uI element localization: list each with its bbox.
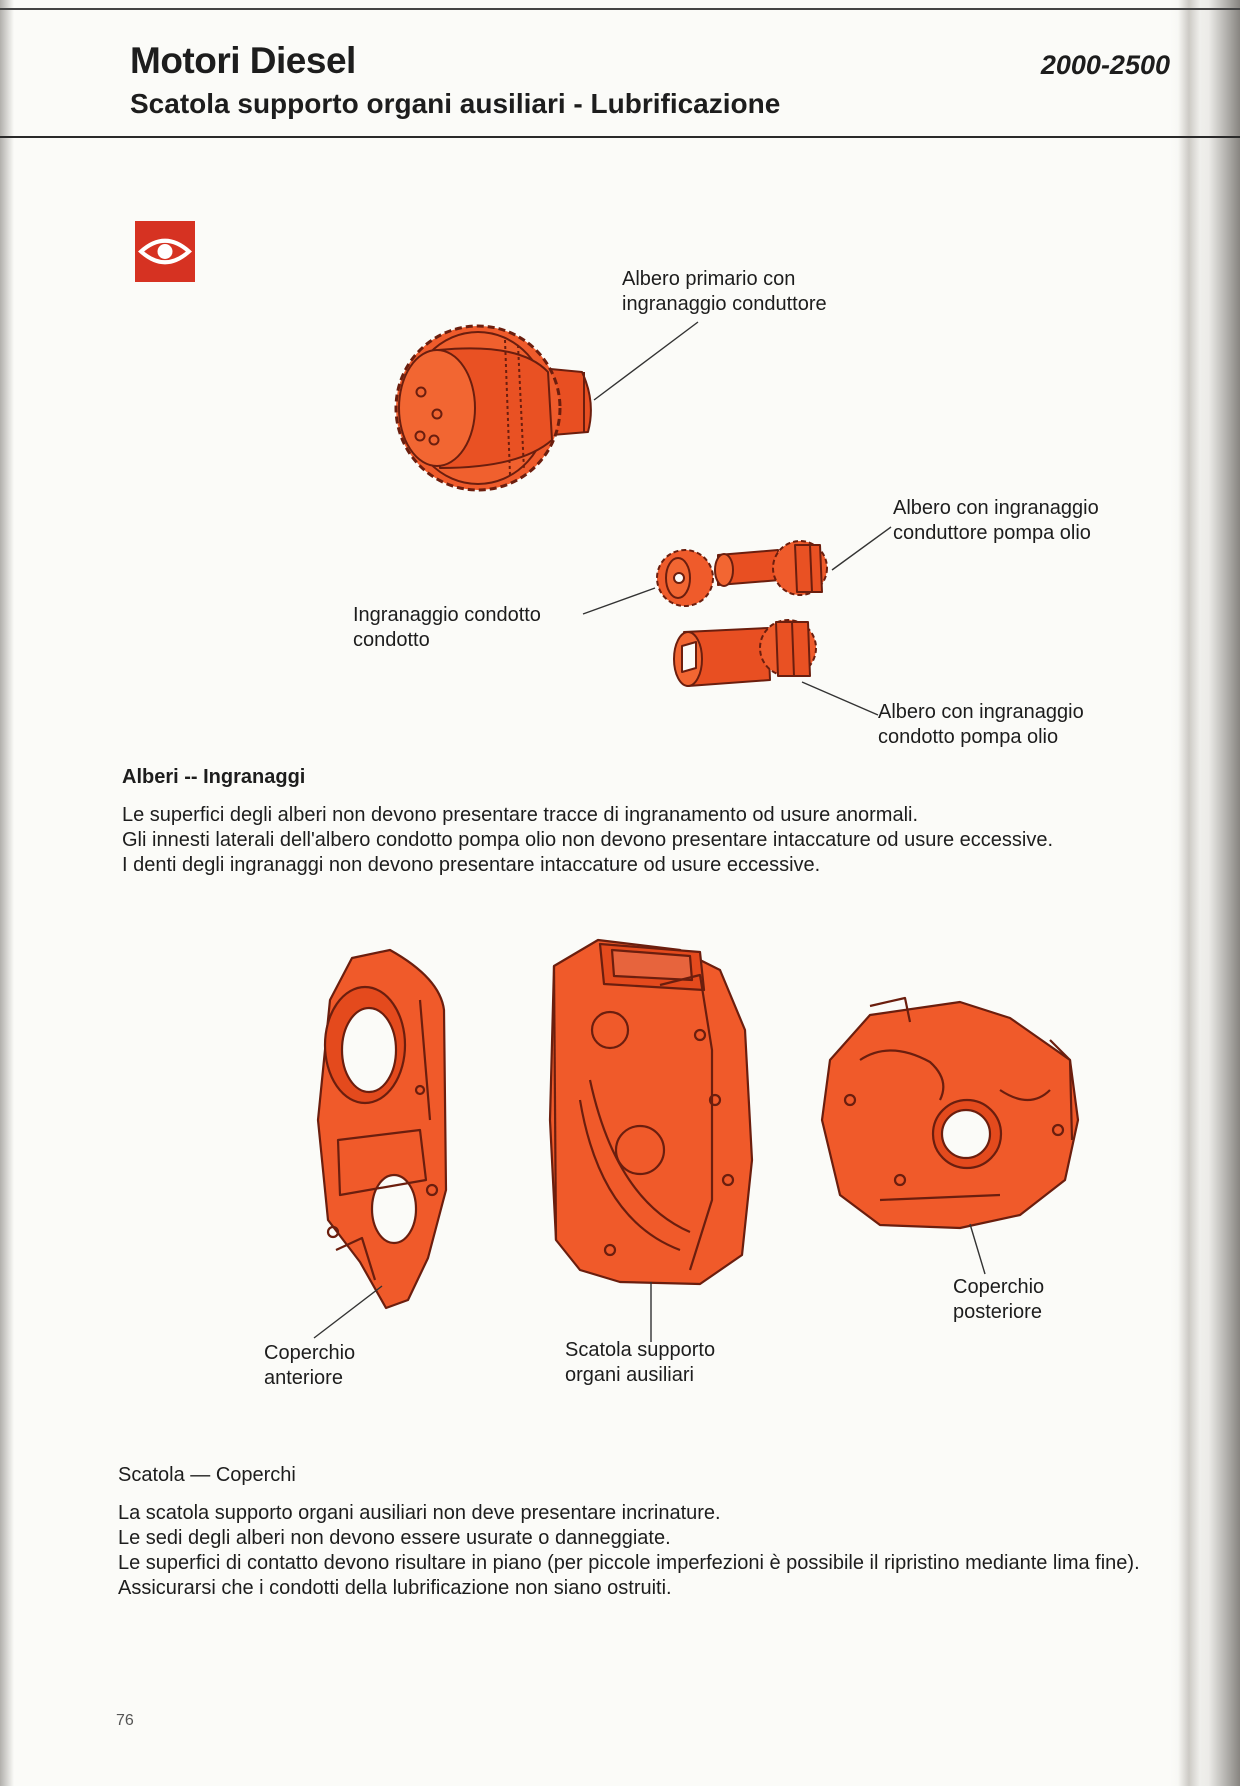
label-rear-cover: Coperchio posteriore bbox=[953, 1276, 1045, 1323]
section1-heading-b: Ingranaggi bbox=[203, 766, 306, 788]
page-number: 76 bbox=[116, 1712, 134, 1729]
label-driven-gear: Ingranaggio condotto condotto bbox=[353, 604, 541, 651]
label-oil-pump-driven-shaft: Albero con ingranaggio condotto pompa olio bbox=[878, 701, 1084, 748]
model-number: 2000-2500 bbox=[1040, 50, 1170, 80]
section2-line: Le sedi degli alberi non devono essere usurate o danneggiate. bbox=[118, 1527, 671, 1549]
section2-heading: Scatola — Coperchi bbox=[118, 1464, 296, 1486]
page-subtitle: Scatola supporto organi ausiliari - Lubrificazione bbox=[130, 88, 781, 119]
label-oil-pump-drive-shaft: Albero con ingranaggio conduttore pompa olio bbox=[893, 497, 1099, 544]
section1-line: Le superfici degli alberi non devono presentare tracce di ingranamento od usure anormali. bbox=[122, 804, 919, 826]
label-housing: Scatola supporto organi ausiliari bbox=[565, 1339, 716, 1386]
housing-drawing bbox=[550, 940, 752, 1284]
label-primary-shaft: Albero primario con ingranaggio conduttore bbox=[622, 268, 827, 315]
section1-heading-sep: -- bbox=[178, 766, 204, 788]
page-title: Motori Diesel bbox=[130, 40, 356, 81]
section2-line: La scatola supporto organi ausiliari non deve presentare incrinature. bbox=[118, 1502, 721, 1524]
front-cover-drawing bbox=[318, 950, 446, 1308]
section2-line: Assicurarsi che i condotti della lubrificazione non siano ostruiti. bbox=[118, 1577, 672, 1599]
rear-cover-drawing bbox=[822, 998, 1078, 1228]
section2-line: Le superfici di contatto devono risultare in piano (per piccole imperfezioni è possibile il ripristino mediante lima fine). bbox=[118, 1552, 1140, 1574]
section1-heading-a: Alberi bbox=[122, 766, 179, 788]
section2-body bbox=[118, 1501, 1178, 1601]
section1-line: Gli innesti laterali dell'albero condotto pompa olio non devono presentare intaccature od usure eccessive. bbox=[122, 829, 1054, 851]
section1-line: I denti degli ingranaggi non devono presentare intaccature od usure eccessive. bbox=[122, 854, 821, 876]
label-front-cover: Coperchio anteriore bbox=[264, 1342, 356, 1389]
